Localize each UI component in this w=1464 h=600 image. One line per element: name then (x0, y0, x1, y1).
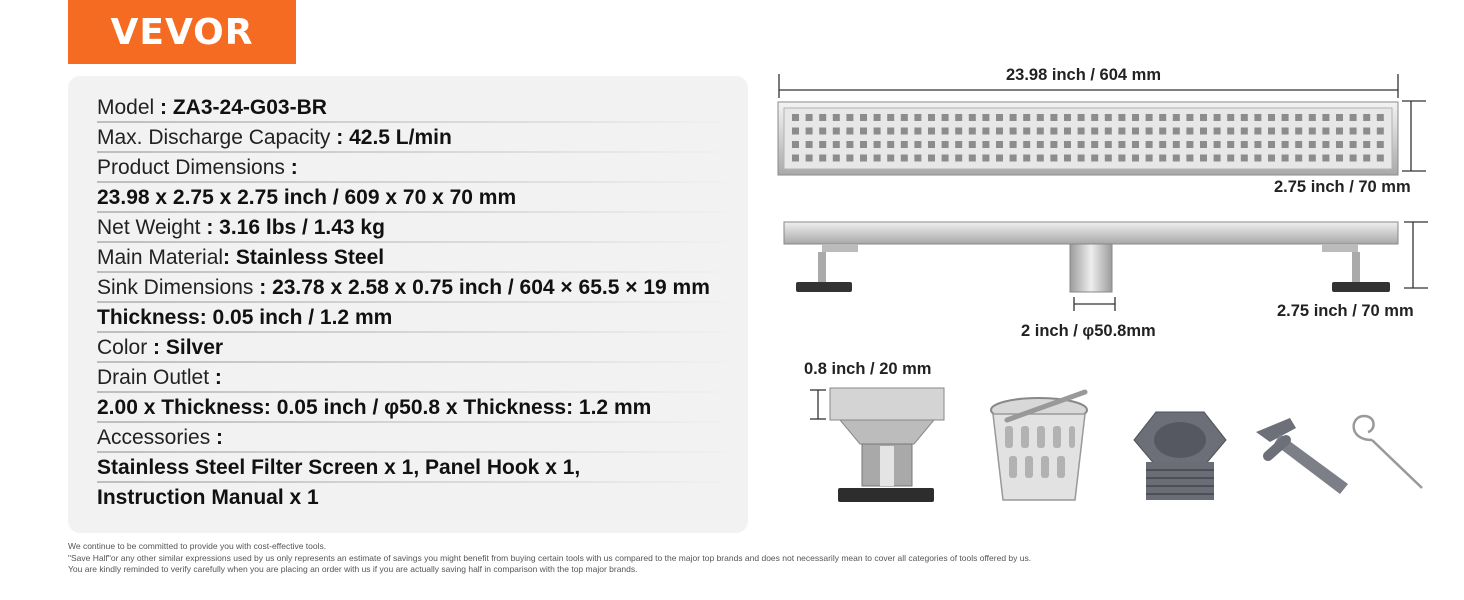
grate-hole (1118, 155, 1125, 162)
drain-side-view (782, 218, 1402, 298)
grate-hole (1295, 114, 1302, 121)
grate-hole (1282, 128, 1289, 135)
grate-hole (955, 155, 962, 162)
grate-hole (1268, 114, 1275, 121)
grate-hole (1078, 128, 1085, 135)
grate-hole (1118, 141, 1125, 148)
grate-hole (1186, 155, 1193, 162)
grate-hole (1050, 155, 1057, 162)
spec-value: 23.98 x 2.75 x 2.75 inch / 609 x 70 x 70 mm (97, 186, 517, 209)
grate-hole (1268, 155, 1275, 162)
grate-hole (1377, 155, 1384, 162)
grate-hole (1322, 155, 1329, 162)
grate-hole (914, 114, 921, 121)
grate-hole (1268, 128, 1275, 135)
grate-hole (1118, 114, 1125, 121)
grate-hole (982, 128, 989, 135)
grate-hole (1254, 155, 1261, 162)
grate-hole (914, 141, 921, 148)
spec-separator: : (259, 276, 273, 299)
grate-hole (1173, 155, 1180, 162)
grate-hole (1322, 141, 1329, 148)
grate-hole (1091, 128, 1098, 135)
grate-hole (942, 114, 949, 121)
grate-hole (1050, 114, 1057, 121)
grate-hole (806, 114, 813, 121)
grate-hole (1350, 128, 1357, 135)
dim-outlet-height: 0.8 inch / 20 mm (804, 360, 932, 378)
grate-hole (914, 128, 921, 135)
grate-hole (1336, 114, 1343, 121)
grate-hole (1010, 141, 1017, 148)
grate-hole (1322, 114, 1329, 121)
grate-hole (1254, 141, 1261, 148)
grate-hole (1227, 155, 1234, 162)
grate-hole (887, 114, 894, 121)
grate-hole (887, 155, 894, 162)
grate-hole (1132, 155, 1139, 162)
grate-hole (969, 141, 976, 148)
grate-hole (1105, 141, 1112, 148)
dim-top-length: 23.98 inch / 604 mm (1006, 66, 1162, 84)
filter-basket-image (985, 390, 1093, 510)
grate-hole (1132, 114, 1139, 121)
grate-hole (914, 155, 921, 162)
grate-hole (1186, 141, 1193, 148)
spec-label: Drain Outlet (97, 366, 215, 389)
grate-hole (928, 114, 935, 121)
grate-hole (1173, 114, 1180, 121)
grate-hole (1227, 128, 1234, 135)
grate-hole (819, 141, 826, 148)
grate-hole (792, 128, 799, 135)
grate-hole (1078, 114, 1085, 121)
grate-hole (1350, 141, 1357, 148)
grate-hole (1200, 141, 1207, 148)
grate-hole (887, 128, 894, 135)
disclaimer-line: You are kindly reminded to verify carefully when you are placing an order with us if you are actually saving half in comparison with the top major brands. (68, 564, 638, 574)
grate-hole (1023, 128, 1030, 135)
grate-hole (1282, 114, 1289, 121)
grate-hole (860, 128, 867, 135)
grate-hole (833, 155, 840, 162)
grate-hole (874, 155, 881, 162)
spec-label: Color (97, 336, 154, 359)
grate-hole (1186, 128, 1193, 135)
grate-hole (1241, 128, 1248, 135)
grate-hole (1118, 128, 1125, 135)
grate-hole (928, 155, 935, 162)
grate-hole (860, 114, 867, 121)
grate-hole (1064, 155, 1071, 162)
grate-hole (1322, 128, 1329, 135)
grate-hole (1037, 141, 1044, 148)
grate-hole (1173, 141, 1180, 148)
grate-hole (1309, 141, 1316, 148)
grate-hole (1091, 114, 1098, 121)
spec-value: Stainless Steel Filter Screen x 1, Panel Hook x 1, (97, 456, 581, 479)
grate-hole (1336, 155, 1343, 162)
dim-side-height: 2.75 inch / 70 mm (1277, 302, 1414, 320)
grate-hole (1309, 114, 1316, 121)
grate-hole (942, 128, 949, 135)
grate-hole (1363, 114, 1370, 121)
grate-hole (1309, 128, 1316, 135)
grate-hole (901, 128, 908, 135)
grate-hole (846, 155, 853, 162)
spec-value: Silver (165, 336, 224, 359)
grate-hole (1105, 128, 1112, 135)
grate-hole (1146, 114, 1153, 121)
grate-hole (901, 114, 908, 121)
grate-hole (1241, 114, 1248, 121)
grate-hole (1050, 141, 1057, 148)
grate-hole (1295, 128, 1302, 135)
grate-hole (1282, 141, 1289, 148)
spec-value: Instruction Manual x 1 (97, 486, 319, 509)
grate-hole (1377, 114, 1384, 121)
grate-hole (1037, 155, 1044, 162)
grate-hole (1010, 114, 1017, 121)
grate-hole (1159, 114, 1166, 121)
grate-hole (1214, 141, 1221, 148)
grate-hole (1010, 128, 1017, 135)
grate-hole (860, 141, 867, 148)
grate-hole (982, 155, 989, 162)
grate-hole (874, 128, 881, 135)
grate-hole (1363, 128, 1370, 135)
grate-hole (996, 141, 1003, 148)
spec-label: Accessories (97, 426, 217, 449)
grate-hole (860, 155, 867, 162)
grate-hole (1050, 128, 1057, 135)
grate-hole (1010, 155, 1017, 162)
grate-hole (819, 155, 826, 162)
grate-hole (1078, 141, 1085, 148)
grate-hole (1132, 141, 1139, 148)
grate-hole (792, 141, 799, 148)
outlet-part-image (828, 388, 946, 506)
grate-hole (1254, 128, 1261, 135)
spec-value: Stainless Steel (235, 246, 385, 269)
panel-tool-image (1254, 412, 1354, 498)
spec-separator: : (336, 126, 350, 149)
grate-hole (819, 128, 826, 135)
grate-hole (928, 141, 935, 148)
grate-hole (846, 141, 853, 148)
grate-hole (1132, 128, 1139, 135)
grate-hole (1078, 155, 1085, 162)
grate-hole (806, 128, 813, 135)
grate-hole (1350, 114, 1357, 121)
grate-hole (1146, 128, 1153, 135)
grate-hole (996, 128, 1003, 135)
grate-hole (942, 155, 949, 162)
grate-hole (1336, 141, 1343, 148)
grate-hole (1377, 128, 1384, 135)
grate-hole (846, 128, 853, 135)
grate-hole (806, 141, 813, 148)
grate-hole (1105, 114, 1112, 121)
grate-hole (1377, 141, 1384, 148)
grate-hole (996, 114, 1003, 121)
grate-hole (1336, 128, 1343, 135)
grate-hole (1309, 155, 1316, 162)
grate-hole (1091, 155, 1098, 162)
grate-hole (969, 155, 976, 162)
grate-hole (1023, 155, 1030, 162)
spec-value: 42.5 L/min (349, 126, 452, 149)
grate-hole (1241, 155, 1248, 162)
grate-hole (996, 155, 1003, 162)
spec-separator: : (214, 366, 222, 389)
drain-top-view (778, 102, 1398, 175)
grate-hole (1064, 114, 1071, 121)
grate-hole (1214, 155, 1221, 162)
grate-hole (1159, 155, 1166, 162)
grate-hole (1200, 114, 1207, 121)
grate-hole (942, 141, 949, 148)
adapter-image (1134, 410, 1226, 502)
grate-hole (806, 155, 813, 162)
grate-hole (1363, 155, 1370, 162)
grate-hole (1363, 141, 1370, 148)
spec-separator: : (290, 156, 298, 179)
grate-hole (1037, 128, 1044, 135)
grate-hole (969, 128, 976, 135)
grate-hole (1173, 128, 1180, 135)
grate-hole (1146, 155, 1153, 162)
grate-hole (982, 141, 989, 148)
grate-hole (1227, 114, 1234, 121)
spec-label: Model (97, 96, 161, 119)
spec-label: Main Material (97, 246, 224, 269)
grate-hole (969, 114, 976, 121)
grate-hole (1105, 155, 1112, 162)
spec-label: Sink Dimensions (97, 276, 260, 299)
grate-hole (833, 141, 840, 148)
grate-hole (819, 114, 826, 121)
grate-hole (1295, 141, 1302, 148)
spec-separator: : (216, 426, 224, 449)
grate-hole (955, 114, 962, 121)
grate-hole (928, 128, 935, 135)
grate-hole (955, 141, 962, 148)
grate-hole (955, 128, 962, 135)
panel-hook-image (1346, 412, 1426, 492)
grate-hole (792, 155, 799, 162)
dim-top-height: 2.75 inch / 70 mm (1274, 178, 1411, 196)
grate-hole (1227, 141, 1234, 148)
grate-hole (1023, 114, 1030, 121)
disclaimer (68, 541, 1031, 576)
grate-hole (874, 141, 881, 148)
grate-hole (1159, 128, 1166, 135)
grate-hole (874, 114, 881, 121)
grate-hole (982, 114, 989, 121)
grate-hole (1064, 141, 1071, 148)
grate-hole (1254, 114, 1261, 121)
grate-hole (1200, 155, 1207, 162)
grate-hole (901, 155, 908, 162)
grate-hole (1282, 155, 1289, 162)
grate-hole (1241, 141, 1248, 148)
spec-value: 2.00 x Thickness: 0.05 inch / φ50.8 x Thickness: 1.2 mm (97, 396, 652, 419)
grate-hole (1091, 141, 1098, 148)
grate-hole (1200, 128, 1207, 135)
grate-hole (833, 128, 840, 135)
grate-hole (1295, 155, 1302, 162)
spec-value: 23.78 x 2.58 x 0.75 inch / 604 × 65.5 × 19 mm (272, 276, 710, 299)
spec-label: Net Weight (97, 216, 207, 239)
grate-hole (887, 141, 894, 148)
spec-value: ZA3-24-G03-BR (172, 96, 327, 119)
dim-outlet: 2 inch / φ50.8mm (1021, 322, 1156, 340)
spec-label: Product Dimensions (97, 156, 291, 179)
grate-hole (1023, 141, 1030, 148)
grate-hole (901, 141, 908, 148)
disclaimer-line: We continue to be committed to provide you with cost-effective tools. (68, 541, 327, 551)
spec-separator: : (206, 216, 220, 239)
grate-hole (1159, 141, 1166, 148)
grate-hole (1037, 114, 1044, 121)
grate-hole (1214, 128, 1221, 135)
grate-hole (1214, 114, 1221, 121)
grate-hole (1268, 141, 1275, 148)
grate-hole (1186, 114, 1193, 121)
spec-label: Max. Discharge Capacity (97, 126, 337, 149)
spec-separator: : (153, 336, 166, 359)
spec-separator: : (223, 246, 236, 269)
grate-hole (1146, 141, 1153, 148)
grate-hole (1350, 155, 1357, 162)
grate-hole (833, 114, 840, 121)
spec-separator: : (160, 96, 173, 119)
grate-hole (846, 114, 853, 121)
spec-value: Thickness: 0.05 inch / 1.2 mm (97, 306, 393, 329)
spec-value: 3.16 lbs / 1.43 kg (219, 216, 385, 239)
disclaimer-line: "Save Half"or any other similar expressions used by us only represents an estimate of savings you might benefit from buying certain tools with us compared to the major top brands and does not necessarily mean to cover all categories of tools offered by us. (68, 552, 1032, 563)
grate-hole (1064, 128, 1071, 135)
logo-text: VEVOR (110, 11, 254, 53)
grate-hole (792, 114, 799, 121)
